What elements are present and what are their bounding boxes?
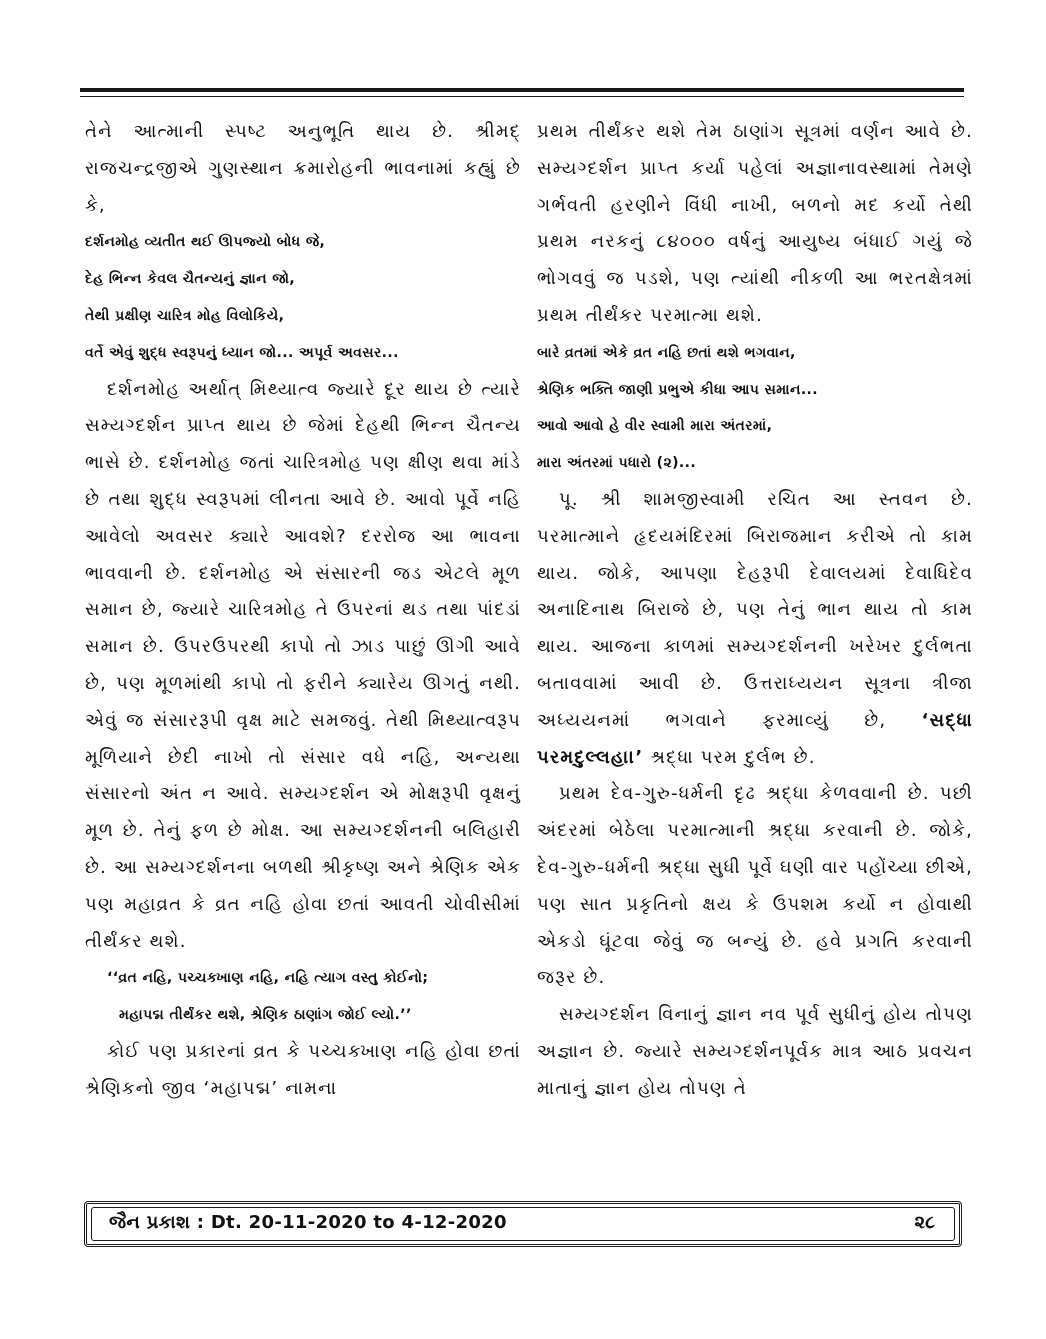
paragraph: સમ્યગ્દર્શન વિનાનું જ્ઞાન નવ પૂર્વ સુધીનું હોય તોપણ અજ્ઞાન છે. જ્યારે સમ્યગ્દર્શનપૂર્વક માત્ર આઠ પ્રવચન માતાનું જ્ઞાન હોય તોપણ તે [537, 1004, 973, 1099]
verse-line: દેહ ભિન્ન કેવલ ચૈતન્યનું જ્ઞાન જો, [85, 271, 296, 288]
verse-line: બારે વ્રતમાં એકે વ્રત નહિ છતાં થશે ભગવાન, [537, 344, 796, 361]
footer-bar [84, 1201, 962, 1247]
verse-line: વર્તે એવું શુદ્ધ સ્વરૂપનું ધ્યાન જો... અપૂર્વ અવસર... [85, 344, 399, 361]
left-column [85, 114, 521, 1108]
top-rule-thick [80, 88, 964, 92]
verse-line: ‘‘વ્રત નહિ, પચ્ચક્ખાણ નહિ, નહિ ત્યાગ વસ્તુ કોઈનો; [107, 970, 429, 987]
verse-block [537, 335, 973, 482]
quote-block [85, 960, 521, 1034]
paragraph: કોઈ પણ પ્રકારનાં વ્રત કે પચ્ચક્ખાણ નહિ હોવા છતાં શ્રેણિકનો જીવ ‘મહાપદ્મ’ નામના [85, 1040, 521, 1099]
verse-line: મારા અંતરમાં પધારો (૨)... [537, 455, 697, 472]
paragraph-text: પૂ. શ્રી શામજીસ્વામી રચિત આ સ્તવન છે. પરમાત્માને હૃદયમંદિરમાં બિરાજમાન કરીએ તો કામ થાય. જોકે, આપણા દેહરૂપી દેવાલયમાં દેવાધિદેવ અનાદિનાથ બિરાજે છે, પણ તેનું ભાન થાય તો કામ થાય. આજના કાળમાં સમ્યગ્દર્શનની ખરેખર દુર્લભતા બતાવવામાં આવી છે. ઉત્તરાધ્યયન સૂત્રના ત્રીજા અધ્યયનમાં ભગવાને ફરમાવ્યું છે, [537, 488, 973, 731]
verse-line: મહાપદ્મ તીર્થંકર થશે, શ્રેણિક ઠાણાંગ જોઈ લ્યો.’’ [119, 1007, 412, 1024]
publication-info: જૈન પ્રકાશ : Dt. 20-11-2020 to 4-12-2020 [109, 1212, 507, 1233]
right-column [537, 114, 973, 1108]
paragraph: પ્રથમ દેવ-ગુરુ-ધર્મની દૃઢ શ્રદ્ધા કેળવવાની છે. પછી અંદરમાં બેઠેલા પરમાત્માની શ્રદ્ધા કરવાની છે. જોકે, દેવ-ગુરુ-ધર્મની શ્રદ્ધા સુધી પૂર્વે ઘણી વાર પહોંચ્યા છીએ, પણ સાત પ્રકૃતિનો ક્ષય કે ઉપશમ કર્યો ન હોવાથી એકડો ઘૂંટવા જેવું જ બન્યું છે. હવે પ્રગતિ કરવાની જરૂર છે. [537, 783, 973, 989]
page-number: ૨૮ [914, 1212, 935, 1233]
top-rule-thin [80, 96, 964, 97]
paragraph [537, 482, 973, 776]
paragraph: તેને આત્માની સ્પષ્ટ અનુભૂતિ થાય છે. શ્રીમદ્ રાજચન્દ્રજીએ ગુણસ્થાન ક્રમારોહની ભાવનામાં કહ્યું છે કે, [85, 121, 521, 216]
sanskrit-quote: ‘સદ્ધા પરમદુલ્લહા।’ [537, 709, 973, 768]
verse-line: આવો આવો હે વીર સ્વામી મારા અંતરમાં, [537, 418, 773, 435]
verse-line: તેથી પ્રક્ષીણ ચારિત્ર મોહ વિલોકિયે, [85, 307, 285, 324]
verse-line: દર્શનમોહ વ્યતીત થઈ ઊપજ્યો બોધ જે, [85, 234, 326, 251]
verse-block [85, 224, 521, 371]
paragraph: દર્શનમોહ અર્થાત્ મિથ્યાત્વ જ્યારે દૂર થાય છે ત્યારે સમ્યગ્દર્શન પ્રાપ્ત થાય છે જેમાં દેહથી ભિન્ન ચૈતન્ય ભાસે છે. દર્શનમોહ જતાં ચારિત્રમોહ પણ ક્ષીણ થવા માંડે છે તથા શુદ્ધ સ્વરૂપમાં લીનતા આવે છે. આવો પૂર્વે નહિ આવેલો અવસર ક્યારે આવશે? દરરોજ આ ભાવના ભાવવાની છે. દર્શનમોહ એ સંસારની જડ એટલે મૂળ સમાન છે, જ્યારે ચારિત્રમોહ તે ઉપરનાં થડ તથા પાંદડાં સમાન છે. ઉપરઉપરથી કાપો તો ઝાડ પાછું ઊગી આવે છે, પણ મૂળમાંથી કાપો તો ફરીને ક્યારેય ઊગતું નથી. એવું જ સંસારરૂપી વૃક્ષ માટે સમજવું. તેથી મિથ્યાત્વરૂપ મૂળિયાને છેદી નાખો તો સંસાર વધે નહિ, અન્યથા સંસારનો અંત ન આવે. સમ્યગ્દર્શન એ મોક્ષરૂપી વૃક્ષનું મૂળ છે. તેનું ફળ છે મોક્ષ. આ સમ્યગ્દર્શનની બલિહારી છે. આ સમ્યગ્દર્શનના બળથી શ્રીકૃષ્ણ અને શ્રેણિક એક પણ મહાવ્રત કે વ્રત નહિ હોવા છતાં આવતી ચોવીસીમાં તીર્થંકર થશે. [85, 378, 521, 952]
verse-line: શ્રેણિક ભક્તિ જાણી પ્રભુએ કીધા આપ સમાન... [537, 381, 818, 398]
paragraph-text: શ્રદ્ધા પરમ દુર્લભ છે. [643, 746, 816, 768]
paragraph: પ્રથમ તીર્થંકર થશે તેમ ઠાણાંગ સૂત્રમાં વર્ણન આવે છે. સમ્યગ્દર્શન પ્રાપ્ત કર્યા પહેલાં અજ્ઞાનાવસ્થામાં તેમણે ગર્ભવતી હરણીને વિંધી નાખી, બળનો મદ કર્યો તેથી પ્રથમ નરકનું ૮૪૦૦૦ વર્ષનું આયુષ્ય બંધાઈ ગયું જે ભોગવવું જ પડશે, પણ ત્યાંથી નીકળી આ ભરતક્ષેત્રમાં પ્રથમ તીર્થંકર પરમાત્મા થશે. [537, 121, 973, 326]
